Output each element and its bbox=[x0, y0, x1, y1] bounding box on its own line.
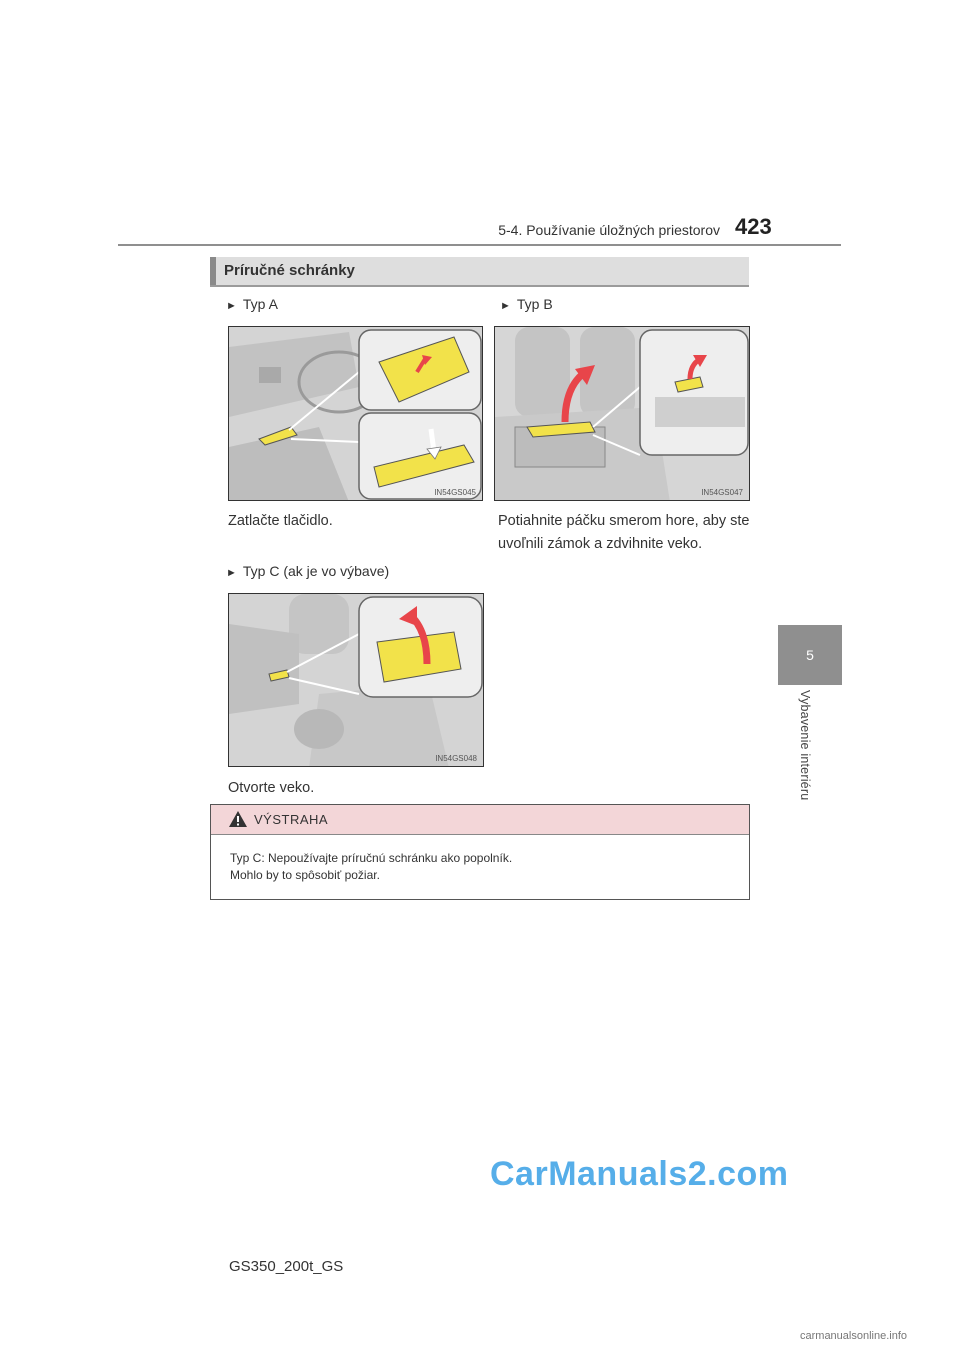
figure-code: IN54GS045 bbox=[434, 488, 476, 497]
warning-title: VÝSTRAHA bbox=[254, 812, 329, 827]
glovebox-type-a-illustration bbox=[229, 327, 483, 501]
section-title-rule bbox=[210, 285, 749, 287]
warning-line-2: Mohlo by to spôsobiť požiar. bbox=[230, 868, 380, 882]
bullet-arrow-icon: ► bbox=[226, 567, 237, 579]
watermark-small: carmanualsonline.info bbox=[800, 1330, 908, 1342]
figure-code: IN54GS048 bbox=[435, 754, 477, 763]
type-b-caption-line2: uvoľnili zámok a zdvihnite veko. bbox=[498, 536, 703, 552]
armrest-box-type-b-illustration bbox=[495, 327, 750, 501]
figure-type-a bbox=[228, 326, 483, 501]
warning-line-1: Typ C: Nepoužívajte príručnú schránku ako popolník. bbox=[230, 851, 513, 865]
type-a-caption: Zatlačte tlačidlo. bbox=[228, 513, 333, 529]
type-c-label: ► Typ C (ak je vo výbave) bbox=[226, 563, 390, 579]
figure-code: IN54GS047 bbox=[701, 488, 743, 497]
warning-triangle-icon bbox=[228, 810, 248, 828]
door-box-type-c-illustration bbox=[229, 594, 484, 767]
figure-type-c bbox=[228, 593, 484, 767]
page-number: 423 bbox=[735, 214, 772, 239]
bullet-arrow-icon: ► bbox=[226, 300, 237, 312]
header-section-title: 5-4. Používanie úložných priestorov bbox=[498, 222, 720, 238]
footer-model-code: GS350_200t_GS bbox=[229, 1258, 344, 1275]
type-c-caption: Otvorte veko. bbox=[228, 780, 315, 796]
bullet-arrow-icon: ► bbox=[500, 300, 511, 312]
chapter-number-tab: 5 bbox=[778, 625, 842, 685]
chapter-title-vertical: Vybavenie interiéru bbox=[798, 690, 812, 801]
watermark-logo: CarManuals2.com bbox=[490, 1155, 789, 1193]
type-a-label: ► Typ A bbox=[226, 296, 278, 312]
warning-text bbox=[230, 850, 730, 884]
header-divider bbox=[118, 244, 841, 246]
type-b-label: ► Typ B bbox=[500, 296, 553, 312]
section-title: Príručné schránky bbox=[224, 262, 355, 279]
type-b-caption-line1: Potiahnite páčku smerom hore, aby ste bbox=[498, 513, 750, 529]
figure-type-b bbox=[494, 326, 750, 501]
